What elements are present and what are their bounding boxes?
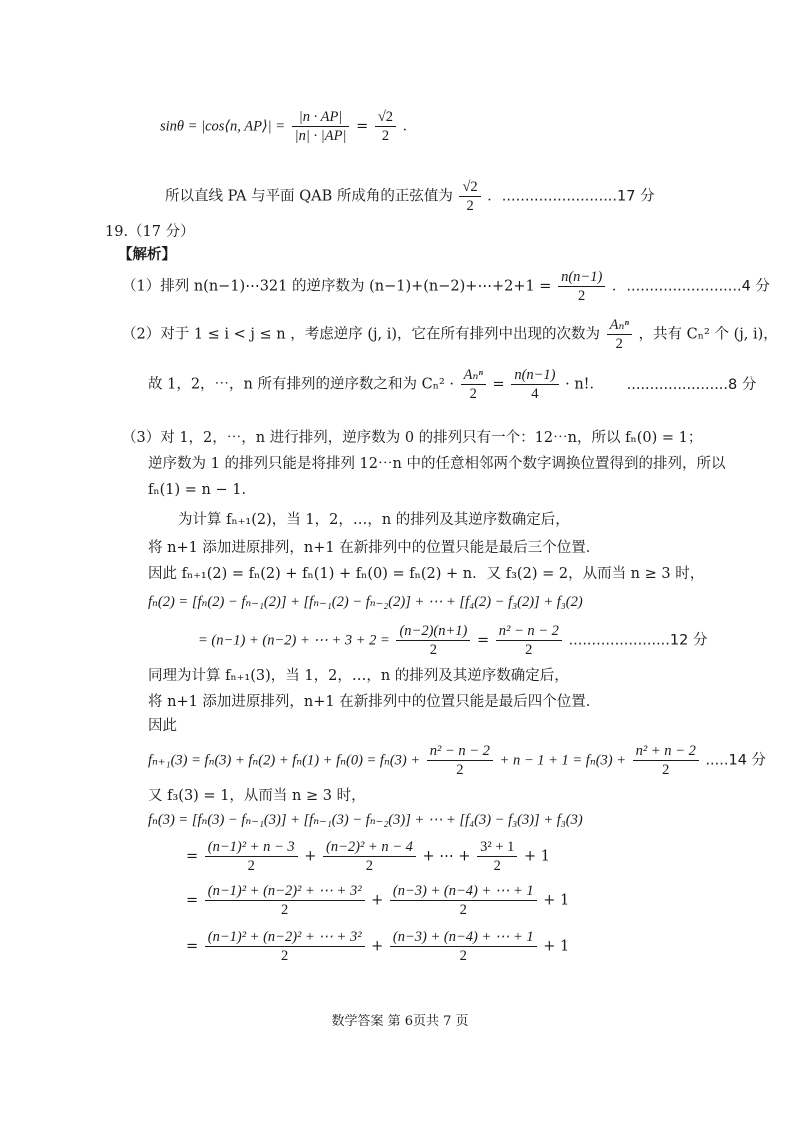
- l15-tail: + 1: [524, 848, 550, 865]
- l16-tail: + 1: [543, 892, 570, 909]
- score-12: ......................12 分: [568, 632, 708, 649]
- part-2-b-denominator-2: 4: [511, 384, 558, 403]
- part-2-text-a-tail: ，共有 Cₙ² 个 (j, i)，: [638, 326, 778, 343]
- part-3-line-7: fₙ(2) = [fₙ(2) − fₙ₋₁(2)] + [fₙ₋₁(2) − fₙ₋₂(2)] + ⋯ + [f₄(2) − f₃(2)] + f₃(2): [148, 594, 583, 610]
- part-2-fraction-b1: [461, 366, 486, 403]
- l16-equals: =: [186, 892, 199, 909]
- l12-numerator-2: n² + n − 2: [635, 743, 696, 759]
- l8-numerator-1: (n−2)(n+1): [399, 623, 468, 639]
- l16-numerator-2: (n−3) + (n−4) + ⋯ + 1: [392, 883, 534, 899]
- l12-denominator-1: 2: [427, 760, 493, 779]
- sin-fraction: [292, 108, 350, 145]
- l15-numerator-1: (n−1)² + n − 3: [207, 839, 295, 855]
- l15-fraction-2: [323, 838, 416, 875]
- part-3-line-12: [148, 742, 766, 779]
- l8-equals: =: [476, 632, 490, 649]
- part-2-a-numerator: Aₙⁿ: [609, 317, 629, 333]
- l17-denominator-1: 2: [205, 946, 365, 965]
- l15-numerator-2: (n−2)² + n − 4: [326, 839, 413, 855]
- sin-denominator: |n| · |AP|: [292, 126, 350, 145]
- part-2-b-denominator-1: 2: [461, 384, 486, 403]
- l16-fraction-1: [205, 882, 365, 919]
- l16-plus: +: [371, 892, 384, 909]
- part-3-line-10: 将 n+1 添加进原排列，n+1 在新排列中的位置只能是最后四个位置．: [148, 694, 601, 710]
- l8-numerator-2: n² − n − 2: [498, 623, 559, 639]
- sin-numerator: |n · AP|: [298, 109, 343, 125]
- part-2-text-b: 故 1，2，⋯，n 所有排列的逆序数之和为 Cₙ² ·: [148, 376, 455, 393]
- sec18-conclusion: [165, 178, 655, 215]
- l12-numerator-1: n² − n − 2: [429, 743, 490, 759]
- l12-text-b: + n − 1 + 1 = fₙ(3) +: [499, 752, 627, 769]
- score-14: .....14 分: [705, 752, 767, 769]
- part-1: [122, 268, 770, 305]
- part-2-text-a: （2）对于 1 ≤ i < j ≤ n ，考虑逆序 (j, i)，它在所有排列中出现的次数为: [122, 326, 601, 343]
- part-2-line-1: [122, 316, 778, 353]
- l17-numerator-1: (n−1)² + (n−2)² + ⋯ + 3²: [207, 929, 362, 945]
- l12-fraction-1: [427, 742, 493, 779]
- l12-fraction-2: [633, 742, 699, 779]
- l15-fraction-1: [205, 838, 298, 875]
- sin-equals: =: [356, 118, 369, 135]
- conclusion-numerator: √2: [462, 179, 478, 195]
- l16-denominator-1: 2: [205, 900, 365, 919]
- part-3-line-3: fₙ(1) = n − 1．: [148, 482, 256, 498]
- l12-denominator-2: 2: [633, 760, 699, 779]
- part-1-text: （1）排列 n(n−1)⋯321 的逆序数为 (n−1)+(n−2)+⋯+2+1 =: [122, 278, 552, 295]
- l8-denominator-2: 2: [496, 640, 562, 659]
- l15-denominator-2: 2: [323, 856, 416, 875]
- part-2-equals: =: [492, 376, 505, 393]
- conclusion-text: 所以直线 PA 与平面 QAB 所成角的正弦值为: [165, 188, 453, 205]
- l15-denominator-3: 2: [477, 856, 517, 875]
- page-footer: 数学答案 第 6页共 7 页: [331, 1014, 469, 1029]
- part-3-line-17: [186, 928, 569, 965]
- sin-result-numerator: √2: [377, 109, 394, 125]
- part-3-line-8-fraction-1: [396, 622, 470, 659]
- part-2-fraction-b2: [511, 366, 558, 403]
- l16-denominator-2: 2: [390, 900, 537, 919]
- sin-theta-formula: sinθ = |cos⟨n, AP⟩| = $\frac{|n \cdot AP|}{|n| \cdot |AP|}$ = $\frac{√2}{2}$ ．: [160, 109, 418, 145]
- part-3-line-8-text: = (n−1) + (n−2) + ⋯ + 3 + 2 =: [198, 632, 390, 649]
- l15-denominator-1: 2: [205, 856, 298, 875]
- part-2-b-numerator-1: Aₙⁿ: [463, 367, 483, 383]
- conclusion-fraction: [459, 178, 480, 215]
- sin-result-denominator: 2: [375, 126, 396, 145]
- l15-fraction-3: [477, 838, 517, 875]
- l16-numerator-1: (n−1)² + (n−2)² + ⋯ + 3²: [207, 883, 362, 899]
- part-3-line-5: 将 n+1 添加进原排列，n+1 在新排列中的位置只能是最后三个位置．: [148, 540, 601, 556]
- l15-plus-1: +: [304, 848, 317, 865]
- sin-result-fraction: [375, 108, 396, 145]
- l17-fraction-1: [205, 928, 365, 965]
- part-1-numerator: n(n−1): [561, 269, 603, 285]
- part-1-denominator: 2: [558, 286, 605, 305]
- part-3-line-9: 同理为计算 fₙ₊₁(3)，当 1，2，…，n 的排列及其逆序数确定后，: [148, 668, 569, 684]
- part-1-fraction: [558, 268, 605, 305]
- l17-fraction-2: [390, 928, 537, 965]
- part-3-line-8: [198, 622, 707, 659]
- part-3-line-4: 为计算 fₙ₊₁(2)，当 1，2，…，n 的排列及其逆序数确定后，: [178, 512, 570, 528]
- score-8: ......................8 分: [626, 376, 757, 393]
- l17-denominator-2: 2: [390, 946, 537, 965]
- part-3-line-8-fraction-2: [496, 622, 562, 659]
- analysis-tag: 【解析】: [118, 246, 176, 263]
- part-3-line-14: fₙ(3) = [fₙ(3) − fₙ₋₁(3)] + [fₙ₋₁(3) − fₙ₋₂(3)] + ⋯ + [f₄(3) − f₃(3)] + f₃(3): [148, 812, 583, 828]
- part-3-line-13: 又 f₃(3) = 1，从而当 n ≥ 3 时，: [148, 788, 366, 804]
- l16-fraction-2: [390, 882, 537, 919]
- part-3-line-16: [186, 882, 569, 919]
- part-3-line-15: [186, 838, 550, 875]
- score-4: ．.........................4 分: [611, 278, 770, 295]
- l17-numerator-2: (n−3) + (n−4) + ⋯ + 1: [392, 929, 534, 945]
- sin-lhs: sinθ = |cos⟨n, AP⟩| =: [160, 118, 286, 135]
- l17-plus: +: [371, 938, 384, 955]
- l12-text-a: fₙ₊₁(3) = fₙ(3) + fₙ(2) + fₙ(1) + fₙ(0) = fₙ(3) +: [148, 752, 421, 769]
- l17-tail: + 1: [543, 938, 570, 955]
- part-3-line-11: 因此: [148, 718, 177, 734]
- part-3-line-2: 逆序数为 1 的排列只能是将排列 12⋯n 中的任意相邻两个数字调换位置得到的排列，所以: [148, 456, 726, 472]
- question-19-header: 19.（17 分）: [105, 224, 195, 240]
- part-2-text-b-tail: · n!．: [565, 376, 605, 393]
- score-17: ．.........................17 分: [487, 188, 655, 205]
- part-2-fraction-a: [607, 316, 632, 353]
- part-3-line-6: 因此 fₙ₊₁(2) = fₙ(2) + fₙ(1) + fₙ(0) = fₙ(2) + n．又 f₃(2) = 2，从而当 n ≥ 3 时，: [148, 566, 705, 582]
- part-3-line-1: （3）对 1，2，⋯，n 进行排列，逆序数为 0 的排列只有一个：12⋯n，所以 fₙ(0) = 1；: [122, 430, 703, 446]
- l17-equals: =: [186, 938, 199, 955]
- l15-equals: =: [186, 848, 199, 865]
- conclusion-denominator: 2: [459, 196, 480, 215]
- l8-denominator-1: 2: [396, 640, 470, 659]
- part-2-line-2: [148, 366, 756, 403]
- part-2-a-denominator: 2: [607, 334, 632, 353]
- l15-numerator-3: 3² + 1: [480, 839, 515, 855]
- part-2-b-numerator-2: n(n−1): [514, 367, 556, 383]
- l15-plus-2: + ⋯ +: [422, 848, 471, 865]
